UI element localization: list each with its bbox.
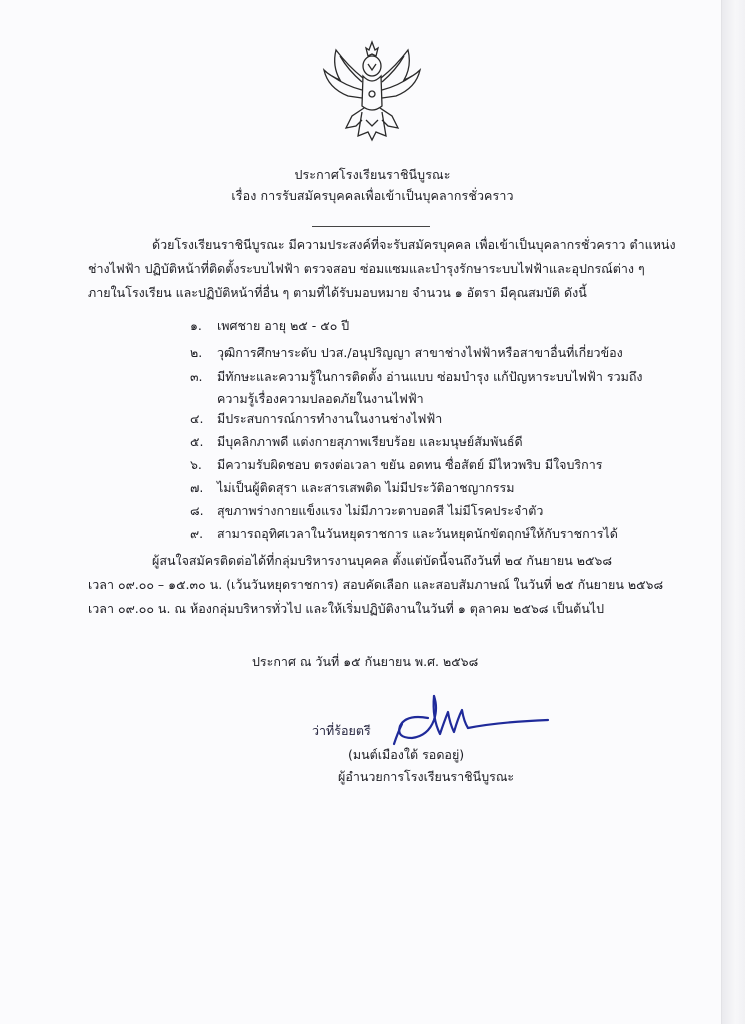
- item-number: ๑.: [190, 318, 202, 333]
- application-paragraph: [88, 549, 663, 621]
- qualification-item: [190, 432, 523, 452]
- intro-line: ด้วยโรงเรียนราชินีบูรณะ มีความประสงค์ที่จะรับสมัครบุคคล เพื่อเข้าเป็นบุคลากรชั่วคราว ตำแหน่ง: [152, 237, 676, 252]
- announcement-title: ประกาศโรงเรียนราชินีบูรณะ: [294, 167, 451, 182]
- qualification-item: [190, 409, 442, 429]
- qualification-item: [190, 343, 623, 363]
- qualification-item: [190, 501, 543, 521]
- intro-line: ภายในโรงเรียน และปฏิบัติหน้าที่อื่น ๆ ตามที่ได้รับมอบหมาย จำนวน ๑ อัตรา มีคุณสมบัติ ดังนี้: [88, 285, 587, 300]
- item-text: มีความรับผิดชอบ ตรงต่อเวลา ขยัน อดทน ซื่อสัตย์ มีไหวพริบ มีใจบริการ: [217, 457, 603, 472]
- item-text: เพศชาย อายุ ๒๕ - ๕๐ ปี: [217, 318, 350, 333]
- item-number: ๕.: [190, 434, 204, 449]
- item-text: มีทักษะและความรู้ในการติดตั้ง อ่านแบบ ซ่อมบำรุง แก้ปัญหาระบบไฟฟ้า รวมถึง: [217, 369, 643, 384]
- garuda-emblem-icon: [318, 36, 426, 144]
- announcement-subject: เรื่อง การรับสมัครบุคคลเพื่อเข้าเป็นบุคลากรชั่วคราว: [231, 188, 514, 203]
- signer-name: (มนต์เมืองใต้ รอดอยู่): [348, 747, 465, 762]
- announcement-date: ประกาศ ณ วันที่ ๑๕ กันยายน พ.ศ. ๒๕๖๘: [252, 654, 479, 669]
- item-number: ๙.: [190, 526, 204, 541]
- intro-paragraph: [88, 233, 676, 305]
- item-text: มีบุคลิกภาพดี แต่งกายสุภาพเรียบร้อย และมนุษย์สัมพันธ์ดี: [217, 434, 523, 449]
- divider-line: [312, 226, 430, 227]
- application-line: ผู้สนใจสมัครติดต่อได้ที่กลุ่มบริหารงานบุคคล ตั้งแต่บัดนี้จนถึงวันที่ ๒๔ กันยายน ๒๕๖๘: [152, 553, 612, 568]
- item-number: ๒.: [190, 345, 203, 360]
- signer-rank: ว่าที่ร้อยตรี: [312, 723, 371, 738]
- item-number: ๗.: [190, 480, 204, 495]
- qualification-item: [190, 478, 515, 498]
- application-line: เวลา ๐๙.๐๐ – ๑๕.๓๐ น. (เว้นวันหยุดราชการ) สอบคัดเลือก และสอบสัมภาษณ์ ในวันที่ ๒๕ กันยายน ๒๕๖๘: [88, 577, 664, 592]
- signer-position: ผู้อำนวยการโรงเรียนราชินีบูรณะ: [338, 769, 515, 784]
- qualification-item: [190, 316, 349, 336]
- application-line: เวลา ๐๙.๐๐ น. ณ ห้องกลุ่มบริหารทั่วไป และให้เริ่มปฏิบัติงานในวันที่ ๑ ตุลาคม ๒๕๖๘ เป็นต้นไป: [88, 601, 605, 616]
- item-text: มีประสบการณ์การทำงานในงานช่างไฟฟ้า: [217, 411, 443, 426]
- item-number: ๖.: [190, 457, 202, 472]
- scan-edge: [722, 0, 745, 1024]
- qualification-item: [190, 366, 643, 410]
- item-number: ๔.: [190, 411, 204, 426]
- intro-line: ช่างไฟฟ้า ปฏิบัติหน้าที่ติดตั้งระบบไฟฟ้า ตรวจสอบ ซ่อมแซมและบำรุงรักษาระบบไฟฟ้าและอุปกรณ์ต่าง ๆ: [88, 261, 645, 276]
- handwritten-signature: [388, 688, 558, 748]
- qualification-item: [190, 524, 618, 544]
- item-text: สุขภาพร่างกายแข็งแรง ไม่มีภาวะตาบอดสี ไม่มีโรคประจำตัว: [217, 503, 544, 518]
- item-text: สามารถอุทิศเวลาในวันหยุดราชการ และวันหยุดนักขัตฤกษ์ให้กับราชการได้: [217, 526, 618, 541]
- item-text: ไม่เป็นผู้ติดสุรา และสารเสพติด ไม่มีประวัติอาชญากรรม: [217, 480, 515, 495]
- item-number: ๓.: [190, 369, 203, 384]
- qualification-item: [190, 455, 602, 475]
- item-text: วุฒิการศึกษาระดับ ปวส./อนุปริญญา สาขาช่างไฟฟ้าหรือสาขาอื่นที่เกี่ยวข้อง: [217, 345, 623, 360]
- item-text-continued: ความรู้เรื่องความปลอดภัยในงานไฟฟ้า: [217, 391, 424, 406]
- item-number: ๘.: [190, 503, 204, 518]
